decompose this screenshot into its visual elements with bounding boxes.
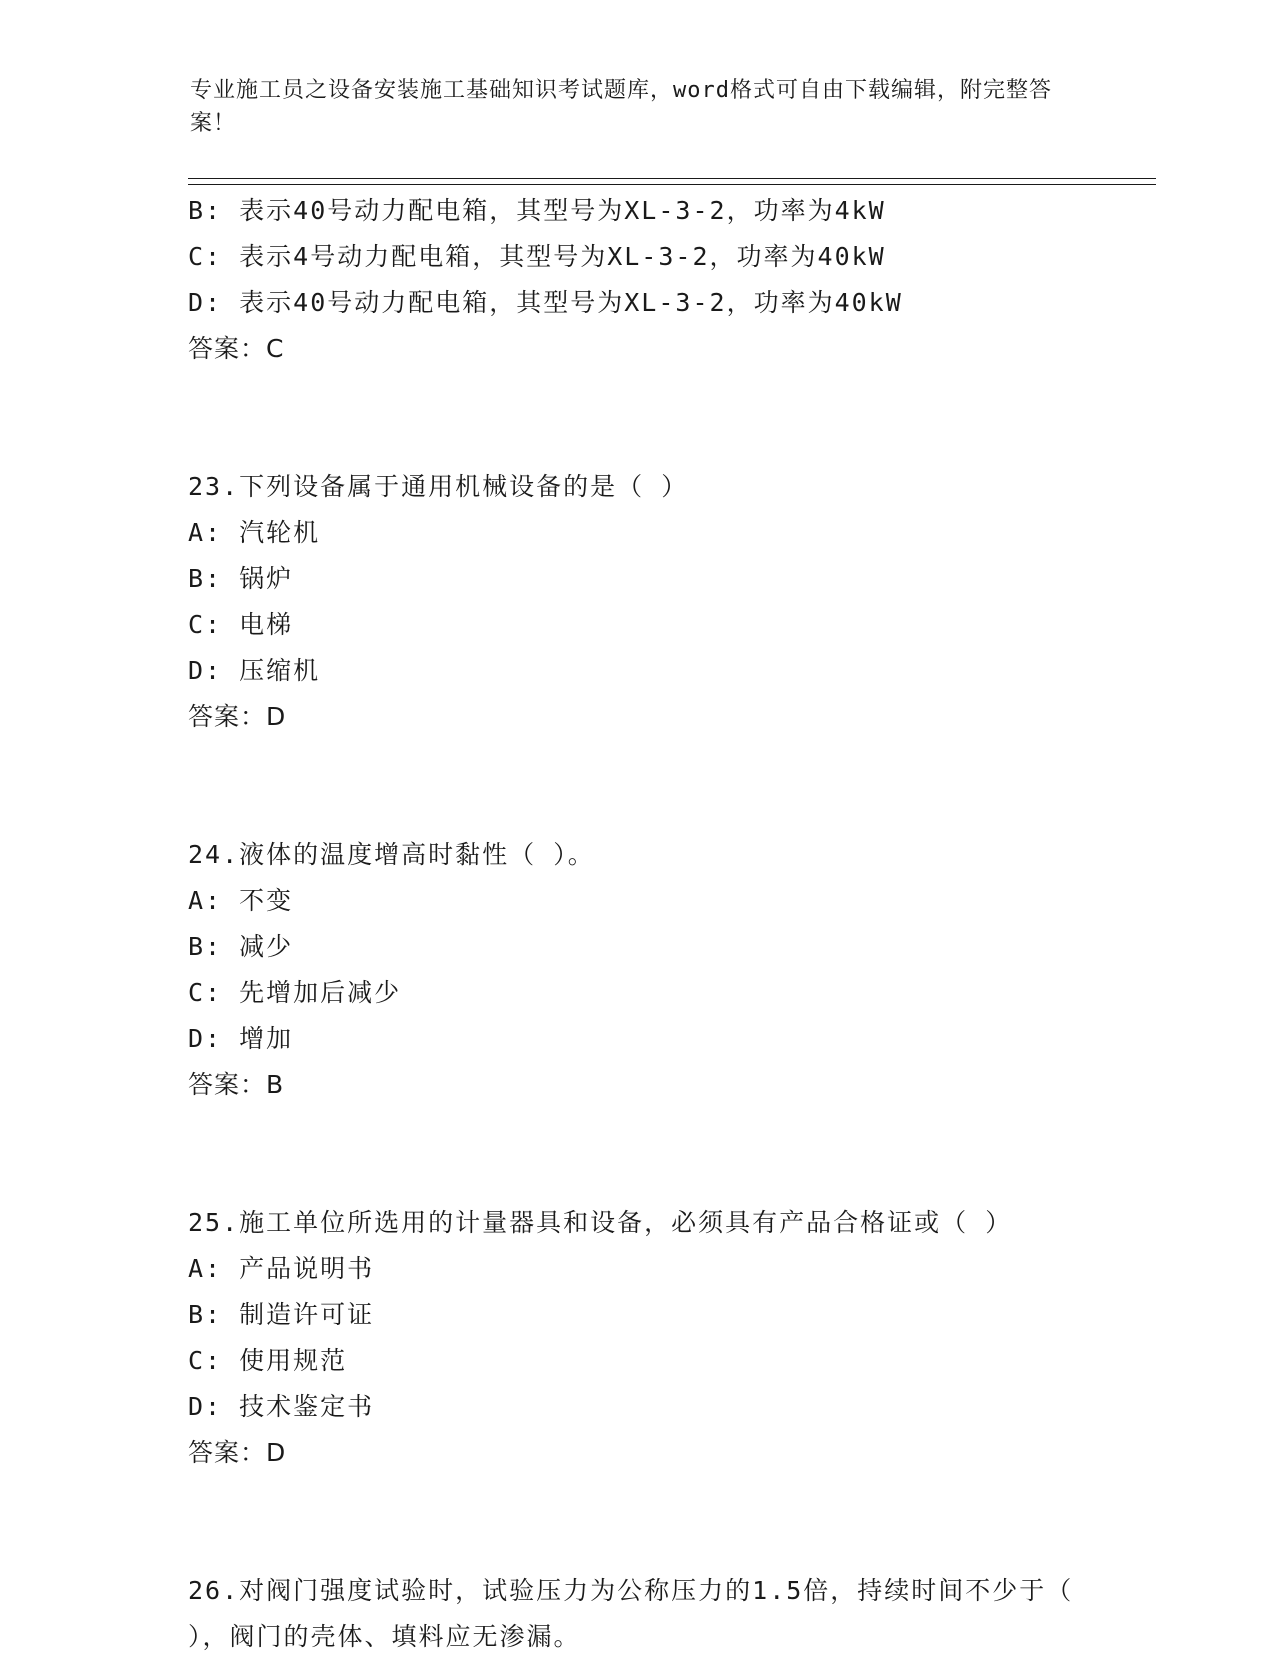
option-c: C: 先增加后减少	[188, 978, 402, 1007]
question-title: 23.下列设备属于通用机械设备的是（ ）	[188, 472, 689, 501]
option-b: B: 减少	[188, 932, 294, 961]
option-c: C: 使用规范	[188, 1346, 348, 1375]
question-26	[188, 1568, 1148, 1660]
answer-line: 答案：D	[188, 1438, 287, 1467]
question-list	[188, 188, 1148, 1660]
option-d: D: 表示40号动力配电箱，其型号为XL-3-2，功率为40kW	[188, 288, 903, 317]
option-d: D: 压缩机	[188, 656, 321, 685]
option-c: C: 表示4号动力配电箱，其型号为XL-3-2，功率为40kW	[188, 242, 886, 271]
option-c: C: 电梯	[188, 610, 294, 639]
option-a: A: 汽轮机	[188, 518, 321, 547]
question-23	[188, 464, 1148, 740]
option-b: B: 锅炉	[188, 564, 294, 593]
question-24	[188, 832, 1148, 1108]
question-title: 24.液体的温度增高时黏性（ ）。	[188, 840, 595, 869]
question-title: 25.施工单位所选用的计量器具和设备，必须具有产品合格证或（ ）	[188, 1208, 1013, 1237]
question-title: 26.对阀门强度试验时，试验压力为公称压力的1.5倍，持续时间不少于（ ），阀门的壳体、填料应无渗漏。	[188, 1576, 1074, 1651]
option-b: B: 制造许可证	[188, 1300, 375, 1329]
option-d: D: 技术鉴定书	[188, 1392, 375, 1421]
answer-line: 答案：B	[188, 1070, 285, 1099]
option-d: D: 增加	[188, 1024, 294, 1053]
continued-question	[188, 188, 1148, 372]
option-a: A: 不变	[188, 886, 294, 915]
option-a: A: 产品说明书	[188, 1254, 375, 1283]
header-divider	[188, 178, 1156, 185]
answer-line: 答案：C	[188, 334, 285, 363]
document-header: 专业施工员之设备安装施工基础知识考试题库，word格式可自由下载编辑，附完整答案！	[190, 78, 1052, 136]
option-b: B: 表示40号动力配电箱，其型号为XL-3-2，功率为4kW	[188, 196, 886, 225]
question-25	[188, 1200, 1148, 1476]
answer-line: 答案：D	[188, 702, 287, 731]
